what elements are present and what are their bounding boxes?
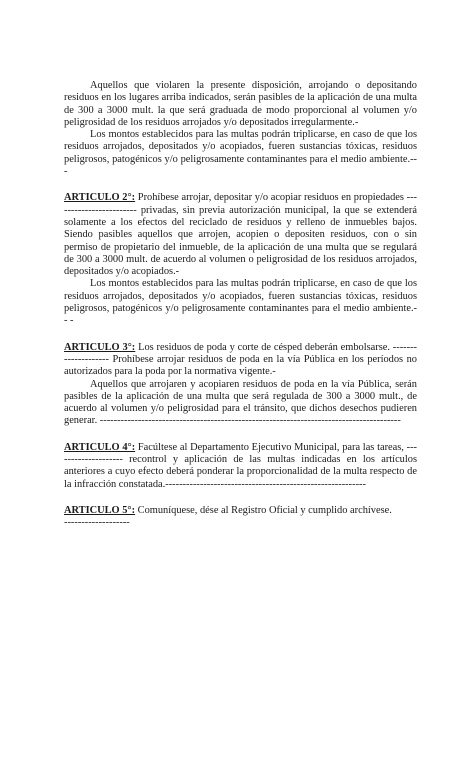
article-2-paragraph-2: Los montos establecidos para las multas podrán triplicarse, en caso de que los residuos arrojados, depositados y/o acopiados, fueren sustancias tóxicas, residuos peligrosos, patogénicos y/o peligrosamente contaminantes para el medio ambiente.- - -: [64, 278, 417, 327]
intro-paragraph-1: Aquellos que violaren la presente disposición, arrojando o depositando residuos en los lugares arriba indicados, serán pasibles de la aplicación de una multa de 300 a 3000 mult. la que será graduada de modo proporcional al volumen y/o peligrosidad de los residuos arrojados y/o depositados irregularmente.-: [64, 80, 417, 128]
spacer: [64, 428, 417, 442]
article-4-heading: ARTICULO 4°:: [64, 441, 136, 453]
article-4-text: Facúltese al Departamento Ejecutivo Municipal, para las tareas, -------------------- recontrol y aplicación de las multas indicadas en los artículos anteriores a cuyo efecto deberá ponderar la proporcionalidad de la multa respecto de la infracción constatada.----------------------------------------------------------: [64, 441, 417, 490]
article-3-paragraph-1: [64, 342, 417, 379]
intro-paragraph-2: Los montos establecidos para las multas podrán triplicarse, en caso de que los residuos arrojados, depositados y/o acopiados, fueren sustancias tóxicas, residuos peligrosos, patogénicos y/o peligrosamente contaminantes para el medio ambiente.-- -: [64, 129, 417, 178]
spacer: [64, 328, 417, 342]
article-5-trailing-dashes: -------------------: [64, 517, 130, 529]
article-5-paragraph-1: [64, 505, 417, 517]
article-5-heading: ARTICULO 5°:: [64, 504, 136, 516]
article-2-heading: ARTICULO 2°:: [64, 192, 136, 204]
article-3-text: Los residuos de poda y corte de césped deberán embolsarse. -------------------- Prohíbese arrojar residuos de poda en la vía Pública en los períodos no autorizados para la poda por la normativa vigente.-: [64, 341, 418, 378]
article-4-paragraph-1: [64, 442, 417, 491]
article-3-paragraph-2: Aquellos que arrojaren y acopiaren residuos de poda en la vía Pública, serán pasibles de la aplicación de una multa que será regulada de 300 a 3000 mult., de acuerdo al volumen y/o peligrosidad para el tránsito, que dichos desechos pudieren generar. ---------------------------------------------------------------------------------------: [64, 378, 417, 427]
spacer: [64, 491, 417, 505]
spacer: [64, 178, 417, 192]
article-2-paragraph-1: [64, 192, 417, 278]
article-5-text: Comuníquese, dése al Registro Oficial y cumplido archívese.: [135, 504, 392, 516]
article-3-heading: ARTICULO 3°:: [64, 341, 136, 353]
article-2-text: Prohíbese arrojar, depositar y/o acopiar residuos en propiedades ------------------------ privadas, sin previa autorización municipal, la que se extenderá solamente a los efectos del reciclado de residuos y relleno de inmuebles bajos. Siendo pasibles aquellos que arrojen, acopien o depositen residuos, con o sin permiso de propietario del inmueble, de la aplicación de una multa que se regulará de 300 a 3000 mult. de acuerdo al volumen o peligrosidad de los residuos arrojados, depositados y/o acopiados.-: [64, 192, 418, 278]
